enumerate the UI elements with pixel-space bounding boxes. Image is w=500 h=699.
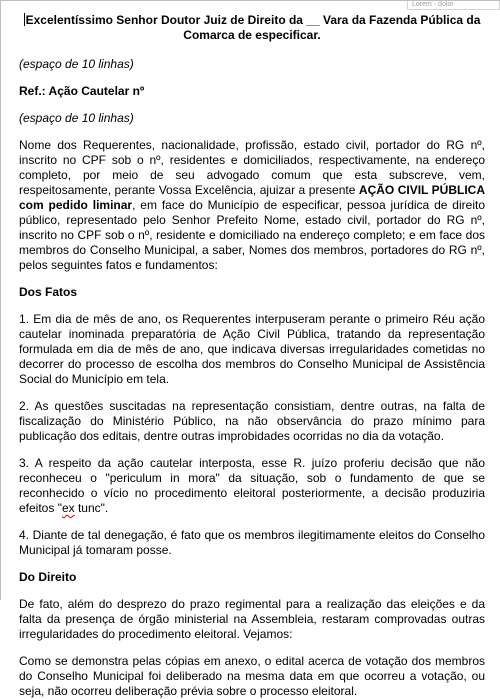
text-cursor (24, 13, 25, 26)
direito-paragraph-1: De fato, além do desprezo do prazo regimental para a realização das eleições e da falta da presença de órgão ministerial na Assembleia, restaram comprovadas outras irregularidades do procedimento eleitoral. Vejamos: (19, 597, 485, 641)
document-body[interactable] (19, 13, 485, 699)
intro-paragraph (19, 138, 485, 273)
section-title-direito: Do Direito (19, 570, 77, 584)
spacing-note-2: (espaço de 10 linhas) (19, 111, 134, 125)
fatos-p3-before: 3. A respeito da ação cautelar interposta, esse R. juízo proferiu decisão que não reconheceu o "periculum in mora" da situação, sob o fundamento de que se reconhecido o vício no procedimento eleitoral posteriormente, a decisão produziria efeitos " (19, 456, 485, 515)
fatos-paragraph-3 (19, 456, 485, 516)
fatos-paragraph-1: 1. Em dia de mês de ano, os Requerentes interpuseram perante o primeiro Réu ação cautelar inominada preparatória de Ação Civil Pública, tratando da representação formulada em dia de mês de ano, que indicava diversas irregularidades cometidas no decorrer do processo de escolha dos membros do Conselho Municipal de Assistência Social do Município em tela. (19, 312, 485, 386)
intro-text-before: Nome dos Requerentes, nacionalidade, profissão, estado civil, portador do RG nº, inscrito no CPF sob o nº, residentes e domiciliados, respectivamente, na endereço completo, por meio de seu advogado comum que esta subscreve, vem, respeitosamente, perante Vossa Excelência, ajuizar a presente (19, 138, 485, 197)
document-heading-text: Excelentíssimo Senhor Doutor Juiz de Direito da __ Vara da Fazenda Pública da Comarca de especificar. (25, 13, 481, 42)
reference-line: Ref.: Ação Cautelar nº (19, 84, 145, 98)
spellcheck-flagged-word[interactable]: ex (61, 501, 75, 515)
section-title-fatos: Dos Fatos (19, 285, 78, 299)
direito-paragraph-2: Como se demonstra pelas cópias em anexo, o edital acerca de votação dos membros do Conselho Municipal foi deliberado na mesma data em que ocorreu a votação, ou seja, não ocorreu deliberação prévia sobre o processo eleitoral. (19, 654, 485, 698)
document-heading (19, 13, 485, 43)
intro-text-after: , em face do Município de especificar, pessoa jurídica de direito público, representado pelo Senhor Prefeito Nome, estado civil, portador do RG nº, inscrito no CPF sob o nº, residente e domiciliado na endereço completo; e em face dos membros do Conselho Municipal, a saber, Nomes dos membros, portadores do RG nº, pelos seguintes fatos e fundamentos: (19, 198, 485, 272)
fatos-paragraph-2: 2. As questões suscitadas na representação consistiam, dentre outras, na falta de fiscalização do Ministério Público, na não observância do prazo mínimo para publicação dos editais, dentre outras improbidades ocorridas no dia da votação. (19, 399, 485, 443)
fatos-p3-after: tunc". (74, 501, 109, 515)
intro-text-bold: AÇÃO CIVIL PÚBLICA com pedido liminar (19, 183, 485, 212)
toolbar-stub (407, 1, 500, 10)
spacing-note-1: (espaço de 10 linhas) (19, 57, 134, 71)
toolbar-stub-text: Lorem · dolor (412, 1, 454, 8)
fatos-paragraph-4: 4. Diante de tal denegação, é fato que os membros ilegitimamente eleitos do Conselho Municipal já tomaram posse. (19, 528, 485, 557)
